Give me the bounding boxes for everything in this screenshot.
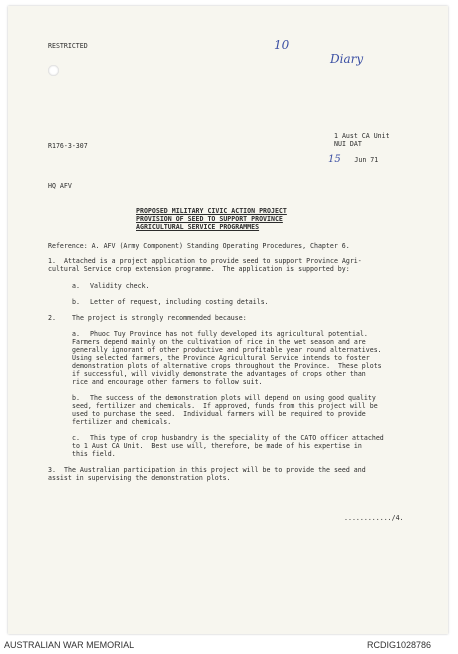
handwritten-diary-note: Diary	[330, 52, 364, 66]
handwritten-page-number: 10	[274, 38, 290, 52]
para2-b-line: fertilizer and chemicals.	[72, 418, 172, 426]
archive-id: RCDIG1028786	[367, 640, 432, 650]
para3-number: 3.	[48, 466, 56, 474]
para1-a-label: a.	[72, 282, 80, 290]
para1-line: Attached is a project application to provide seed to support Province Agri-	[64, 257, 362, 265]
addressee: HQ AFV	[48, 182, 72, 190]
para2-c-label: c.	[72, 434, 80, 442]
para1-number: 1.	[48, 257, 56, 265]
para2-b-line: The success of the demonstration plots will depend on using good quality	[90, 394, 376, 402]
para1-line: cultural Service crop extension programme. The application is supported by:	[48, 265, 350, 273]
reference-line: Reference: A. AFV (Army Component) Standing Operating Procedures, Chapter 6.	[48, 242, 350, 250]
para2-a-line: if successful, will vividly demonstrate the advantages of crops other than	[72, 370, 366, 378]
para1-b-label: b.	[72, 298, 80, 306]
para2-intro: The project is strongly recommended because:	[72, 314, 247, 322]
para2-a-line: Using selected farmers, the Province Agricultural Service intends to foster	[72, 354, 370, 362]
para2-a-line: Phuoc Tuy Province has not fully developed its agricultural potential.	[90, 330, 368, 338]
title-line-2: PROVISION OF SEED TO SUPPORT PROVINCE	[136, 215, 283, 223]
punch-hole	[48, 65, 59, 76]
para2-c-line: this field.	[72, 450, 116, 458]
para3-line: The Australian participation in this project will be to provide the seed and	[64, 466, 366, 474]
para1-b-text: Letter of request, including costing details.	[90, 298, 269, 306]
location: NUI DAT	[334, 140, 362, 148]
para2-b-label: b.	[72, 394, 80, 402]
para3-line: assist in supervising the demonstration plots.	[48, 474, 231, 482]
para2-number: 2.	[48, 314, 56, 322]
para2-b-line: seed, fertilizer and chemicals. If approved, funds from this project will be	[72, 402, 378, 410]
para2-a-line: generally ignorant of other productive and profitable year round alternatives.	[72, 346, 382, 354]
date	[328, 147, 379, 166]
handwritten-day: 15	[328, 154, 341, 165]
title-line-1: PROPOSED MILITARY CIVIC ACTION PROJECT	[136, 207, 287, 215]
continuation-marker: ............/4.	[344, 514, 404, 522]
para2-a-label: a.	[72, 330, 80, 338]
date-month-year: Jun 71	[354, 156, 379, 164]
para2-c-line: This type of crop husbandry is the speciality of the CATO officer attached	[90, 434, 384, 442]
document-page	[8, 6, 448, 634]
para2-a-line: Farmers depend mainly on the cultivation of rice in the wet season and are	[72, 338, 366, 346]
para2-c-line: to 1 Aust CA Unit. Best use will, therefore, be made of his expertise in	[72, 442, 362, 450]
title-line-3: AGRICULTURAL SERVICE PROGRAMMES	[136, 223, 260, 231]
para2-b-line: used to purchase the seed. Individual farmers will be required to provide	[72, 410, 366, 418]
para1-a-text: Validity check.	[90, 282, 150, 290]
archive-name: AUSTRALIAN WAR MEMORIAL	[4, 640, 135, 650]
file-reference: R176-3-307	[48, 142, 88, 150]
unit-name: 1 Aust CA Unit	[334, 132, 390, 140]
para2-a-line: demonstration plots of alternative crops throughout the Province. These plots	[72, 362, 382, 370]
classification-marking: RESTRICTED	[48, 42, 88, 50]
para2-a-line: rice and encourage other farmers to follow suit.	[72, 378, 263, 386]
archive-footer	[0, 636, 458, 654]
